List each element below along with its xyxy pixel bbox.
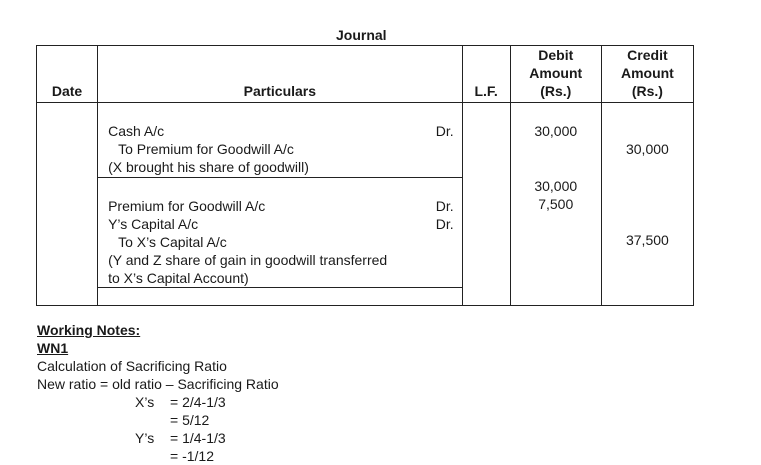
x-eq2: = 5/12 <box>170 412 210 428</box>
header-credit: Credit Amount (Rs.) <box>601 46 693 103</box>
debit-cell: 30,000 30,000 7,500 <box>510 103 601 306</box>
credit-cell: 30,000 37,500 <box>601 103 693 306</box>
header-particulars: Particulars <box>98 46 463 103</box>
journal-table <box>36 45 694 306</box>
particulars-cell-2: Premium for Goodwill A/c Dr. Y’s Capital A/c Dr. To X’s Capital A/c (Y and Z share of gain in goodwill transferred to X’s Capital Account) <box>98 178 463 288</box>
header-row <box>37 46 694 103</box>
wn1-line1: Calculation of Sacrificing Ratio <box>37 358 227 374</box>
date-cell <box>37 103 98 306</box>
journal-entry-1 <box>37 103 694 178</box>
particulars-cell-3 <box>98 288 463 306</box>
particulars-cell-1: Cash A/c Dr. To Premium for Goodwill A/c (X brought his share of goodwill) <box>98 103 463 178</box>
x-eq1: = 2/4-1/3 <box>170 394 226 410</box>
x-label: X’s <box>135 394 155 410</box>
working-notes <box>37 321 279 393</box>
working-notes-heading: Working Notes: <box>37 322 141 338</box>
wn1-line2: New ratio = old ratio – Sacrificing Ratio <box>37 376 279 392</box>
header-date: Date <box>37 46 98 103</box>
dr-label: Dr. <box>435 123 454 139</box>
lf-cell <box>462 103 510 306</box>
journal-title: Journal <box>336 27 387 43</box>
header-lf: L.F. <box>462 46 510 103</box>
header-debit: Debit Amount (Rs.) <box>510 46 601 103</box>
y-eq2: = -1/12 <box>170 448 214 464</box>
wn1-heading: WN1 <box>37 340 69 356</box>
y-label: Y’s <box>135 430 155 446</box>
y-eq1: = 1/4-1/3 <box>170 430 226 446</box>
